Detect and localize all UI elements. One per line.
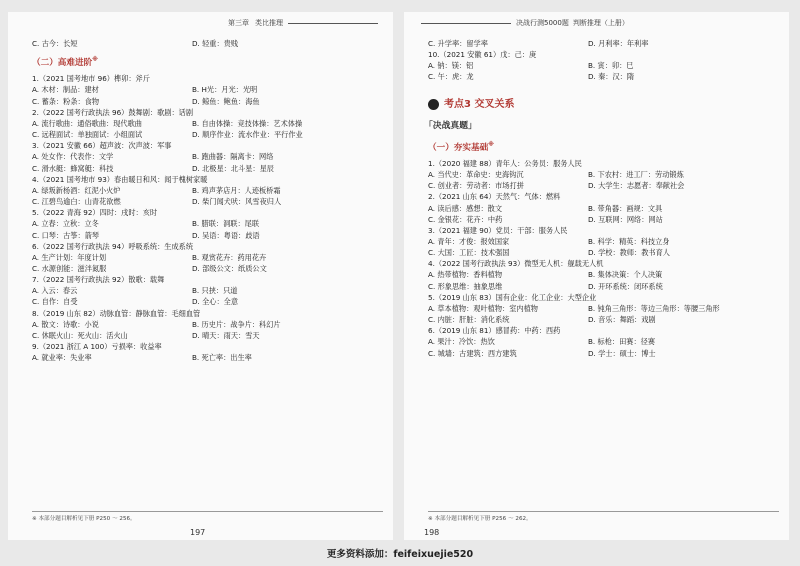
question-stem: 4.（2022 国考行政执法 93）微型无人机：舰载无人机 [428, 259, 604, 269]
option: B. 标枪：田赛：径赛 [588, 337, 656, 347]
option-row [428, 38, 779, 49]
option-row [428, 169, 779, 180]
question-stem: 10.（2021 安徽 61）戊：己：庚 [428, 50, 537, 60]
option: B. 历史片：战争片：科幻片 [192, 319, 281, 329]
question-list [428, 158, 779, 359]
option-row [32, 319, 383, 330]
option: C. 水源创能：滋泮氮服 [32, 263, 107, 273]
option: A. 青年：才俊：报效国家 [428, 237, 510, 247]
right-page [404, 12, 789, 540]
option-row [428, 247, 779, 258]
option: C. 内脏：肝脏：消化系统 [428, 315, 510, 325]
option-row [32, 230, 383, 241]
header-rule [421, 23, 511, 24]
option: C. 创业者：劳动者：市场打拼 [428, 181, 524, 191]
option: D. 鲸鱼：鲍鱼：海鱼 [192, 96, 260, 106]
running-header [416, 18, 629, 28]
option: C. 滑水艇：蜂窝艇：科技 [32, 163, 114, 173]
option: B. 下农村：进工厂：劳动锻炼 [588, 170, 684, 180]
footnote-mark: ※ [488, 140, 495, 148]
option: C. 城墙：古建筑：西方建筑 [428, 348, 517, 358]
option: A. 生产计划：年度计划 [32, 252, 107, 262]
option: D. 吴语：粤语：歧语 [192, 230, 260, 240]
question-stem: 5.（2022 青海 92）四时：戌时：亥时 [32, 208, 158, 218]
option-row [428, 281, 779, 292]
option-row [32, 38, 383, 49]
option: A. 绿叛新杨酒：红泥小火炉 [32, 185, 121, 195]
option: A. 草本植物：观叶植物：室内植物 [428, 303, 538, 313]
section-heading: （一）夯实基础※ [428, 140, 495, 153]
option-row [428, 180, 779, 191]
option: B. 带角器：画规：文具 [588, 203, 663, 213]
question-stem: 6.（2019 山东 81）感冒药：中药：西药 [428, 326, 561, 336]
option-row [32, 252, 383, 263]
question-stem: 2.（2022 国考行政执法 96）鼓舞剧：歌剧：话剧 [32, 107, 194, 117]
option-row [32, 96, 383, 107]
option: B. 腊联：洞联：尾联 [192, 219, 260, 229]
option: A. 处女作：代表作：文学 [32, 152, 114, 162]
chapter-title: 类比推理 [255, 19, 283, 27]
right-page-body [424, 38, 779, 359]
option: D. 顺序作业：流水作业：平行作业 [192, 130, 303, 140]
footnote-mark: ※ [92, 56, 99, 64]
option-row [428, 336, 779, 347]
option: A. 流行歌曲：通俗歌曲：现代歌曲 [32, 118, 142, 128]
option: A. 热带植物：香料植物 [428, 270, 503, 280]
option: A. 当代史：革命史：史海钩沉 [428, 170, 524, 180]
option-row [428, 203, 779, 214]
option: D. 学校：教师：教书育人 [588, 248, 670, 258]
option: A. 钠：镁：铝 [428, 61, 474, 71]
option: B. 寅：卯：巳 [588, 61, 634, 71]
option: C. 休眠火山：死火山：活火山 [32, 330, 128, 340]
question-stem: 4.（2021 国考地市 93）春由暖日和风：闻于槐树家暖 [32, 174, 208, 184]
footnote: ※ 本部分题目解析见下册 P256 ～ 262。 [428, 511, 779, 522]
option-row [428, 236, 779, 247]
option-row [32, 263, 383, 274]
option: A. 散文：诗歌：小说 [32, 319, 99, 329]
option-row [32, 296, 383, 307]
question-list [32, 73, 383, 363]
option: D. 开环系统：闭环系统 [588, 281, 663, 291]
question-stem: 9.（2021 浙江 A 100）亏损率：收益率 [32, 342, 162, 352]
option: C. 古今：长短 [32, 39, 78, 48]
option-row [428, 348, 779, 359]
option: D. 大学生：志愿者：奉献社会 [588, 181, 685, 191]
option-row [32, 185, 383, 196]
option-row [32, 118, 383, 129]
bullet-icon [428, 99, 439, 110]
option: D. 全心：全意 [192, 297, 239, 307]
footnote: ※ 本部分题目解析见下册 P250 ～ 256。 [32, 511, 383, 522]
option-row [428, 214, 779, 225]
option: D. 秦：汉：隋 [588, 72, 635, 82]
chapter-label: 第三章 [228, 19, 249, 27]
option-row [32, 330, 383, 341]
option: C. 午：虎：龙 [428, 72, 474, 82]
left-page-body [32, 38, 383, 363]
option-row [428, 269, 779, 280]
option: C. 大国：工匠：技术强国 [428, 248, 510, 258]
question-stem: 5.（2019 山东 83）国有企业：化工企业：大型企业 [428, 292, 597, 302]
option: C. 金银花：花卉：中药 [428, 214, 503, 224]
option: B. 自由体操：竞技体操：艺术体操 [192, 118, 303, 128]
option: C. 自作：自受 [32, 297, 78, 307]
option-row [32, 196, 383, 207]
option: D. 北极星：北斗星：星辰 [192, 163, 274, 173]
option: C. 升学率：留学率 [428, 39, 488, 48]
option: D. 互联网：网络：网站 [588, 214, 663, 224]
option: B. 鸡声茅店月：人迹板桥霜 [192, 185, 281, 195]
option: C. 远程面试：单独面试：小组面试 [32, 130, 143, 140]
option: D. 学士：硕士：博士 [588, 348, 656, 358]
option-row [428, 71, 779, 82]
option: A. 入云：春云 [32, 286, 78, 296]
header-rule [288, 23, 378, 24]
volume-title: 判断推理（上册） [572, 19, 629, 27]
option-row [32, 129, 383, 140]
question-stem: 1.（2020 福建 88）青年人：公务员：服务人民 [428, 158, 582, 168]
option: B. 科学：精英：科技立身 [588, 237, 670, 247]
question-stem: 7.（2022 国考行政执法 92）散歌：载舞 [32, 275, 165, 285]
page-number: 198 [424, 528, 440, 537]
subsection-title: 「决战真题」 [424, 121, 477, 132]
kaodian-title: 考点3 交叉关系 [444, 98, 515, 110]
option: A. 就业率：失业率 [32, 353, 92, 363]
option: A. 果汁：冷饮：热饮 [428, 337, 495, 347]
option: B. H光：月光：光明 [192, 85, 258, 95]
question-stem: 3.（2021 福建 90）党员：干部：服务人民 [428, 225, 568, 235]
question-stem: 2.（2021 山东 64）天然气：气体：燃料 [428, 192, 561, 202]
option-row [32, 352, 383, 363]
option-row [32, 163, 383, 174]
option: C. 蓄条：粉条：食物 [32, 96, 100, 106]
advert-text: 更多资料添加：feifeixuejie520 [326, 549, 474, 560]
question-stem: 3.（2021 安徽 66）超声波：次声波：军事 [32, 141, 172, 151]
option: B. 跑曲器：隔离卡：网络 [192, 152, 274, 162]
option: B. 观赏花卉：药用花卉 [192, 252, 267, 262]
option: A. 立春：立秋：立冬 [32, 219, 99, 229]
option: C. 江碧鸟逾白：山青花欲燃 [32, 197, 121, 207]
question-stem: 6.（2022 国考行政执法 94）呼吸系统：生成系统 [32, 241, 194, 251]
option-row [32, 218, 383, 229]
option: B. 集体决策：个人决策 [588, 270, 663, 280]
option: B. 死亡率：出生率 [192, 353, 252, 363]
option: B. 只挟：只道 [192, 286, 238, 296]
book-title: 决战行测5000题 [516, 19, 569, 27]
option-row [428, 303, 779, 314]
section-heading: （二）高难进阶※ [32, 56, 99, 69]
option: D. 部级公文：纸质公文 [192, 263, 267, 273]
page-number: 197 [190, 528, 206, 537]
running-header [228, 18, 383, 28]
option: D. 月利率：年利率 [588, 39, 649, 48]
option: A. 读后感：感想：散文 [428, 203, 503, 213]
option: D. 音乐：舞蹈：戏剧 [588, 315, 656, 325]
kaodian-heading [428, 97, 779, 113]
option: A. 木材：制品：建材 [32, 85, 99, 95]
option: D. 晴天：雨天：雪天 [192, 330, 260, 340]
option-row [428, 314, 779, 325]
option: D. 柴门闻犬吠：风雪夜归人 [192, 197, 282, 207]
option: B. 钝角三角形：等边三角形：等腰三角形 [588, 303, 720, 313]
option: D. 轻重：贵贱 [192, 39, 239, 48]
option: C. 口琴：古筝：箭琴 [32, 230, 100, 240]
option-row [32, 84, 383, 95]
left-page [8, 12, 393, 540]
option-row [32, 151, 383, 162]
option: C. 形象思维：抽象思维 [428, 281, 503, 291]
question-stem: 8.（2019 山东 82）动脉血管：静脉血管：毛细血管 [32, 308, 201, 318]
question-stem: 1.（2021 国考地市 96）榫卯：斧斤 [32, 74, 150, 84]
option-row [428, 60, 779, 71]
option-row [32, 285, 383, 296]
